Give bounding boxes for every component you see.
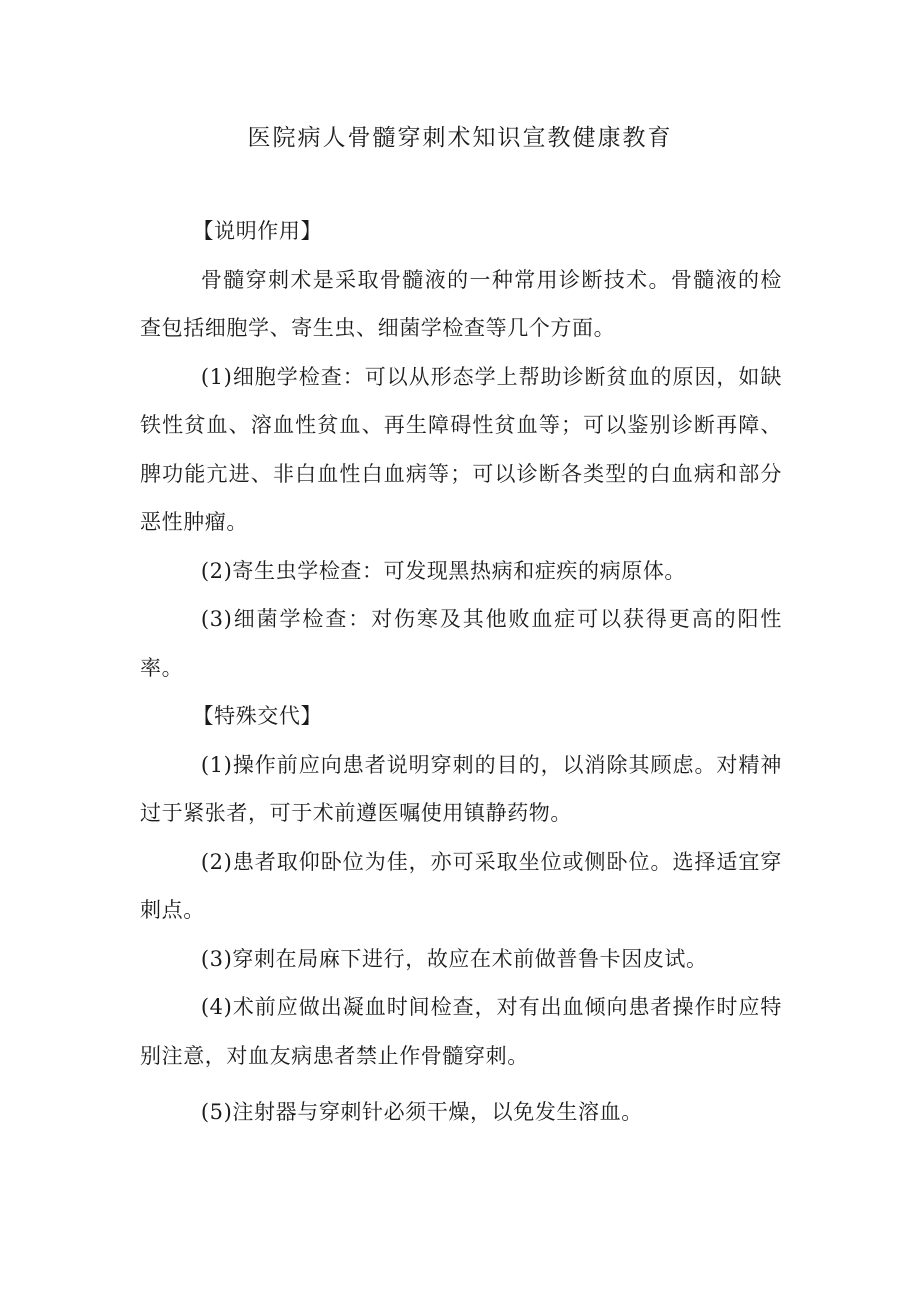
paragraph-note-2: (2)患者取仰卧位为佳，亦可采取坐位或侧卧位。选择适宜穿刺点。 [140, 849, 782, 922]
paragraph-note-3: (3)穿刺在局麻下进行，故应在术前做普鲁卡因皮试。 [200, 946, 708, 971]
paragraph-bacteriology: (3)细菌学检查：对伤寒及其他败血症可以获得更高的阳性率。 [140, 607, 782, 680]
section-heading-purpose: 【说明作用】 [192, 219, 323, 243]
document-title: 医院病人骨髓穿刺术知识宣教健康教育 [247, 125, 673, 151]
paragraph-note-5: (5)注射器与穿刺针必须干燥，以免发生溶血。 [200, 1100, 643, 1124]
document-body [140, 207, 782, 1137]
paragraph-cytology: (1)细胞学检查：可以从形态学上帮助诊断贫血的原因，如缺铁性贫血、溶血性贫血、再生障碍性贫血等；可以鉴别诊断再障、脾功能亢进、非白血性白血病等；可以诊断各类型的白血病和部分恶性肿瘤。 [140, 364, 782, 534]
paragraph-parasitology: (2)寄生虫学检查：可发现黑热病和症疾的病原体。 [200, 558, 687, 583]
section-heading-notes: 【特殊交代】 [192, 704, 323, 728]
paragraph-intro: 骨髓穿刺术是采取骨髓液的一种常用诊断技术。骨髓液的检查包括细胞学、寄生虫、细菌学检查等几个方面。 [140, 267, 782, 340]
paragraph-note-1: (1)操作前应向患者说明穿刺的目的，以消除其顾虑。对精神过于紧张者，可于术前遵医嘱使用镇静药物。 [140, 752, 782, 825]
paragraph-note-4: (4)术前应做出凝血时间检查，对有出血倾向患者操作时应特别注意，对血友病患者禁止作骨髓穿刺。 [140, 995, 782, 1068]
